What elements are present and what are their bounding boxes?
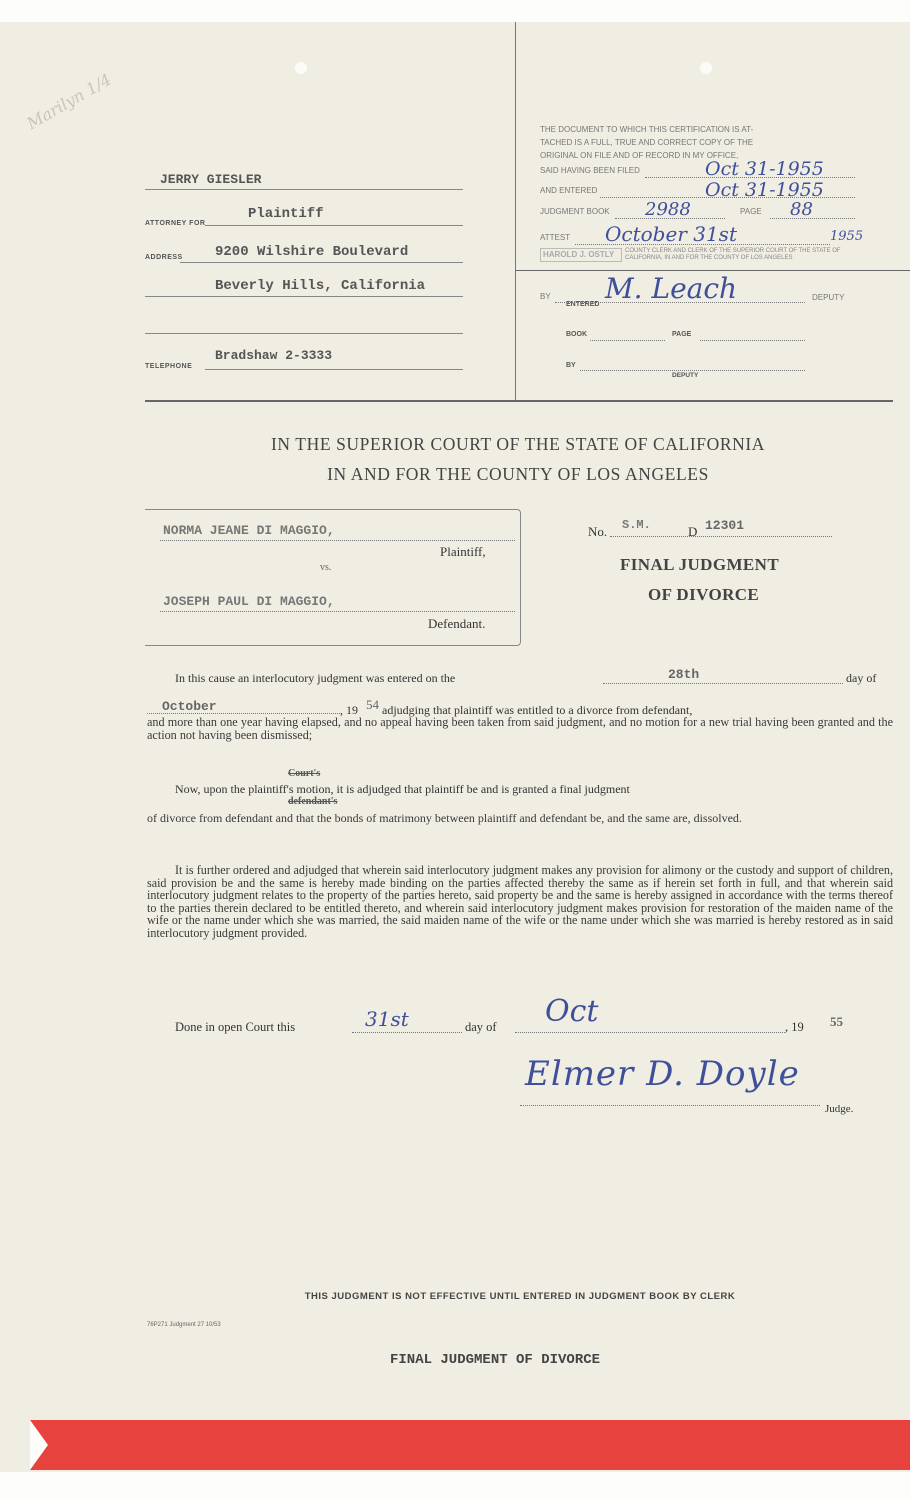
struck-defendants: defendant's [288,796,338,807]
entered-stamp: ENTERED [566,301,600,308]
para1-month: October [162,699,217,714]
para2-rest: of divorce from defendant and that the bonds of matrimony between plaintiff and defendant be, and the same are, dissolved. [147,811,742,825]
entered-value: Oct 31-1955 [705,179,824,201]
deputy-signature: M. Leach [605,272,738,305]
case-no-prefix: S.M. [622,518,651,532]
page-label: PAGE [740,207,762,216]
plaintiff-name: NORMA JEANE DI MAGGIO, [163,523,335,538]
vs-label: vs. [320,562,332,573]
case-number: 12301 [705,518,745,533]
para1-rest: and more than one year having elapsed, and no appeal having been taken from said judgment, and no motion for a new trial having been granted and the action not having been dismissed; [147,715,893,742]
court-title-line2: IN AND FOR THE COUNTY OF LOS ANGELES [327,464,709,484]
header-divider [515,22,516,400]
red-tab-band [30,1420,910,1470]
court-title-line1: IN THE SUPERIOR COURT OF THE STATE OF CALIFORNIA [270,434,766,454]
judge-signature: Elmer D. Doyle [525,1054,800,1094]
case-no-label: No. [588,524,608,539]
done-day: 31st [365,1007,409,1031]
binder-hole [700,62,712,74]
attorney-for-value: Plaintiff [248,206,324,222]
dayof-label: day of [465,1020,497,1034]
defendant-label: Defendant. [428,616,486,631]
para1-year-prefix: , 19 [340,703,358,717]
defendant-name: JOSEPH PAUL DI MAGGIO, [163,594,335,609]
judge-label: Judge. [825,1103,854,1115]
certification-text-1: THE DOCUMENT TO WHICH THIS CERTIFICATION IS AT- [540,125,754,134]
struck-courts: Court's [288,768,321,779]
form-code: 76P271 Judgment 27 10/53 [147,1322,221,1328]
judgment-book-label: JUDGMENT BOOK [540,207,610,216]
page-value: 88 [790,199,813,220]
by2-label: BY [566,362,576,369]
done-month: Oct [545,994,599,1029]
attest-value: October 31st [605,222,737,246]
done-label: Done in open Court this [175,1020,296,1034]
attest-label: ATTEST [540,233,571,242]
attorney-for-label: ATTORNEY FOR [145,220,206,227]
para1-start: In this cause an interlocutory judgment was entered on the [175,671,456,685]
year-prefix: , 19 [785,1020,804,1034]
deputy-label: DEPUTY [812,293,845,302]
telephone-value: Bradshaw 2-3333 [215,348,333,363]
plaintiff-label: Plaintiff, [440,544,486,559]
address-line2: Beverly Hills, California [215,278,426,294]
page2-label: PAGE [672,331,692,338]
telephone-label: TELEPHONE [145,363,193,370]
clerk-title: COUNTY CLERK AND CLERK OF THE SUPERIOR COURT OF THE STATE OF CALIFORNIA, IN AND FOR THE COUNTY OF LOS ANGELES [625,248,841,261]
para1-year: 54 [366,697,379,712]
deputy2-label: DEPUTY [672,372,699,379]
entered-label: AND ENTERED [540,186,598,195]
certification-text-2: TACHED IS A FULL, TRUE AND CORRECT COPY OF THE [540,138,754,147]
certification-text-3: ORIGINAL ON FILE AND OF RECORD IN MY OFFICE, [540,151,739,160]
pencil-note: Marilyn 1/4 [23,69,115,134]
filed-value: Oct 31-1955 [705,158,824,180]
book-label: BOOK [566,331,587,338]
document-page [0,22,910,1472]
para1-day: 28th [668,667,700,682]
clerk-seal: HAROLD J. OSTLY [540,248,622,262]
done-year: 55 [830,1014,843,1029]
attorney-name: JERRY GIESLER [160,172,262,187]
address-line1: 9200 Wilshire Boulevard [215,244,409,260]
para1-dayof: day of [846,671,877,685]
filed-label: SAID HAVING BEEN FILED [540,166,640,175]
by-label: BY [540,292,551,301]
attest-year: 1955 [830,229,864,244]
case-d-label: D [688,524,698,539]
final-judgment-title-1: FINAL JUDGMENT [620,555,780,574]
judgment-book-value: 2988 [645,199,691,220]
tab-notch [30,1420,66,1470]
para1-rest-line1: adjudging that plaintiff was entitled to a divorce from defendant, [382,703,693,717]
address-label: ADDRESS [145,254,183,261]
final-judgment-title-2: OF DIVORCE [648,585,760,604]
header-bottom-rule [145,400,893,402]
para3: It is further ordered and adjudged that wherein said interlocutory judgment makes any provision for alimony or the custody and support of children, said provision be and the same is hereby made binding on the parties affected thereby the same as if herein set forth in full, and that wherein said interlocutory judgment relates to the property of the parties hereto, said property be and the same is hereby assigned in accordance with the terms thereof to the parties therein declared to be entitled thereto, and wherein said interlocutory judgment makes provision for restoration of the maiden name of the wife or the name under which she was married, the said maiden name of the wife or the name under which she was married is hereby restored as in said interlocutory judgment provided. [147,863,893,940]
footer-title: FINAL JUDGMENT OF DIVORCE [390,1352,601,1368]
para2-line1: Now, upon the plaintiff's motion, it is adjudged that plaintiff be and is granted a final judgment [175,782,630,796]
binder-hole [295,62,307,74]
footer-notice: THIS JUDGMENT IS NOT EFFECTIVE UNTIL ENTERED IN JUDGMENT BOOK BY CLERK [304,1291,736,1302]
